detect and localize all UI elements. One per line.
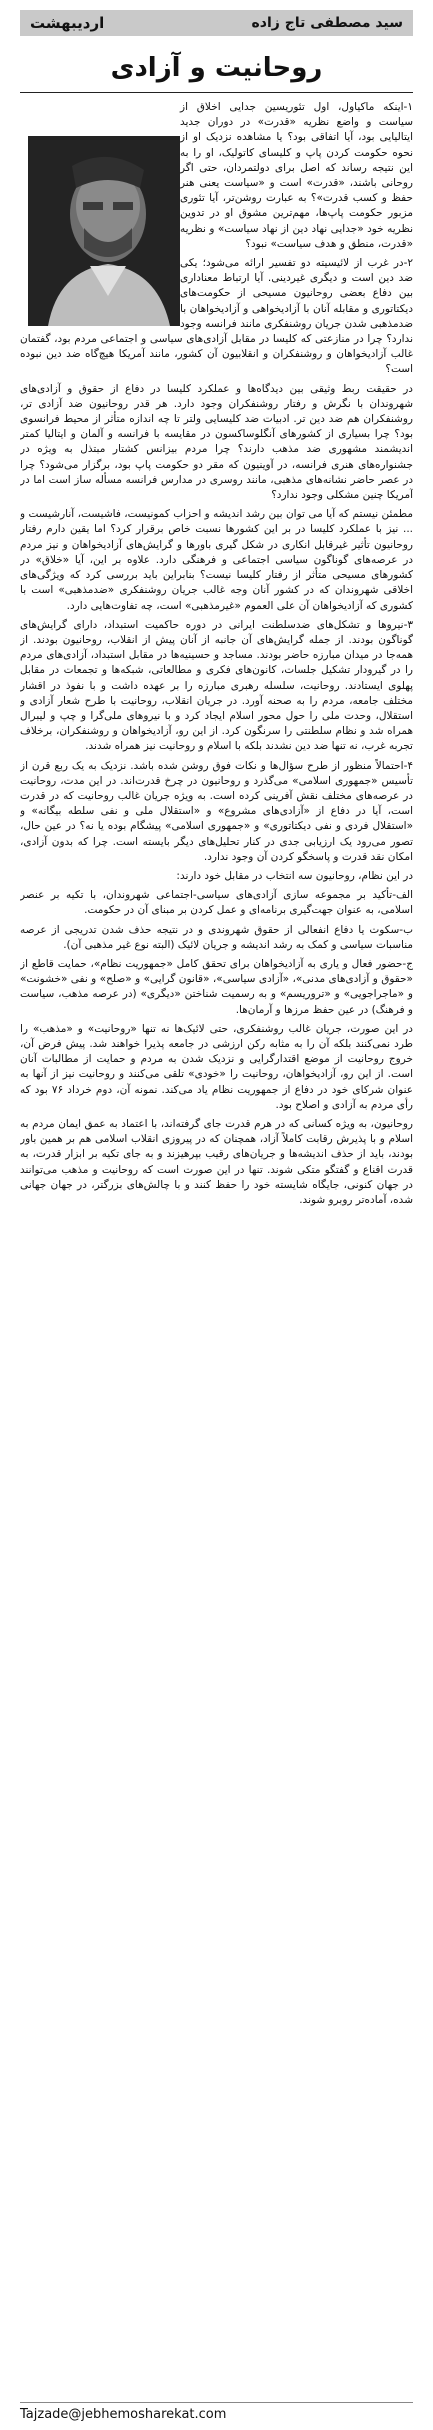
issue-month: اردیبهشت (30, 14, 105, 32)
paragraph-9: ب-سکوت یا دفاع انفعالی از حقوق شهروندی و در نتیجه حذف شدن تدریجی از عرصه مناسبات سیاسی و کمک به رشد اندیشه و جریان لائیک (البته نوع غیر مذهبی آن). (20, 923, 413, 951)
paragraph-4: مطمئن نیستم که آیا می توان بین رشد اندیشه و احزاب کمونیست، فاشیست، آنارشیست و ... نیز با عملکرد کلیسا در بر این کشورها نسبت خاص برقرار کرد؟ اما یقین دارم رفتار روحانیون تأثیر غیرقابل انکاری در شکل گیری باورها و گرایش‌های آزادیخواهان و نیز مردم در عرصه‌های گوناگون سیاسی اجتماعی و فرهنگی دارد. علاوه بر این، آیا «خلاق» در کشورهای مسیحی متأثر از رفتار کلیسا نیست؟ بنابراین باید بررسی کرد که ویژگی‌های اخلاقی شهروندان که در کشور آنان وجه غالب جریان روشنفکری «ضدمذهبی» است با کشوری که آزادیخواهان آن علی العموم «غیرمذهبی» است، چه تفاوت‌هایی دارد. (20, 508, 413, 612)
paragraph-7: در این نظام، روحانیون سه انتخاب در مقابل خود دارند: (176, 869, 413, 882)
paragraph-8: الف-تأکید بر مجموعه سازی آزادی‌های سیاسی-اجتماعی شهروندان، با تکیه بر عنصر اسلامی، به عنوان جهت‌گیری برنامه‌ای و عمل کردن بر مبنای آن در حکومت. (20, 889, 413, 917)
paragraph-1: ۱-اینکه ماکیاول، اول تئوریسین جدایی اخلاق از سیاست و واضع نظریه «قدرت» در دوران جدید ایتالیایی بود، آیا اتفاقی بود؟ یا مشاهده نزدیک او از نحوه حکومت کردن پاپ و کلیسای کاتولیک، او را به این نتیجه رساند که اصل برای دولتمردان، حتی اگر روحانی باشند، «قدرت» است و «سیاست یعنی هنر حفظ و کسب قدرت»؟ به عبارت روشن‌تر، آیا تئوری مزبور حکومت پاپ‌ها، مهم‌ترین مشوق او در تدوین نظریه خود «جدایی نهاد دین از نهاد سیاست» و نظریه «قدرت، منطق و هدف سیاست» نبود؟ (180, 101, 413, 250)
paragraph-3: در حقیقت ربط وثیقی بین دیدگاه‌ها و عملکرد کلیسا در دفاع از حقوق و آزادی‌های شهروندان با نگرش و رفتار روشنفکران وجود دارد. هر قدر روحانیون ضد آزادی تر، روشنفکران هم ضد دین تر. ادبیات ضد کلیسایی ولتر تا چه اندازه متأثر از محیط فرانسوی بود؟ چرا بسیاری از کشورهای آنگلوساکسون در مقایسه با فرانسه و آلمان و ایتالیا کمتر اندیشمند مشهوری ضد مذهب دارند؟ چرا مردم بیزانس کشتار مبتذل به ویژه در جشنواره‌های هنری فرانسه، در آوینیون که مقر دو حکومت پاپ بود، برگزار می‌شود؟ چرا در عصر حاضر نشانه‌های مذهبی، مانند روسری در مدارس فرانسه مسأله ساز است اما در آمریکا چنین مشکلی وجود ندارد؟ (20, 382, 413, 502)
author-name: سید مصطفی تاج زاده (251, 15, 403, 31)
article-title: روحانیت و آزادی (110, 53, 323, 83)
portrait-image (28, 136, 180, 326)
paragraph-2: ۲-در غرب از لائیسیته دو تفسیر ارائه می‌شود؛ یکی ضد دین است و دیگری غیردینی. آیا ارتباط معناداری بین دفاع بعضی روحانیون مسیحی از حکومت‌های دیکتاتوری و مقابله آنان با آزادیخواهی و آزادیخواهان با ضدمذهبی شدن جریان روشنفکری مانند فرانسه وجود ندارد؟ چرا در منازعتی که کلیسا در مقابل آزادی‌های سیاسی و اجتماعی مردم بود، گفتمان غالب آزادیخواهان و روشنفکران و انقلابیون آن کشور، مانند آمریکا هیچ‌گاه ضد دین نبوده است؟ (20, 257, 413, 376)
paragraph-12: روحانیون، به ویژه کسانی که در هرم قدرت جای گرفته‌اند، با اعتماد به عمق ایمان مردم به اسلام و با پذیرش رقابت کاملاً آزاد، همچنان که در پیروزی انقلاب اسلامی هم بر همین باور بودند، باید از حذف اندیشه‌ها و جریان‌های رقیب بپرهیزند و به جای تکیه بر ابزار قدرت، به قدرت اقناع و گفتگو متکی شوند. تنها در این صورت است که روحانیت و مذهب می‌توانند در جهان کنونی، جایگاه شایسته خود را حفظ کنند و با چالش‌های بزرگتر، در جهان جهانی شده، آماده‌تر روبرو شوند. (20, 1118, 413, 1207)
title-divider (20, 92, 413, 93)
author-photo (28, 136, 180, 326)
article-body (20, 100, 413, 2394)
article-header (20, 10, 413, 36)
paragraph-10: ج-حضور فعال و یاری به آزادیخواهان برای تحقق کامل «جمهوریت نظام»، حمایت قاطع از «حقوق و آزادی‌های مدنی»، «آزادی سیاسی»، «قانون گرایی» و «صلح» و نفی «خشونت» و «ماجراجویی» و «تروریسم» و به رسمیت شناختن «دیگری» (در عرصه مذهب، سیاست و فرهنگ) در عین حفظ مرزها و آرمان‌ها. (20, 957, 413, 1016)
paragraph-11: در این صورت، جریان غالب روشنفکری، حتی لائیک‌ها نه تنها «روحانیت» و «مذهب» را طرد نمی‌کنند بلکه آن را به مثابه رکن ارزشی در جامعه پذیرا خواهند شد. پیش فرض آن، خروج روحانیت از موضع اقتدارگرایی و نزدیک شدن به مردم و حمایت از مطالبات آنان است. از این رو، آزادیخواهان، روحانیت را «خودی» تلقی می‌کنند و روحانیت نیز از آنها به عنوان شرکای خود در دفاع از جمهوریت نظام یاد می‌کند. نمونه آن، دوم خرداد ۷۶ بود که رأی مردم به آزادی و اصلاح بود. (20, 1022, 413, 1111)
paragraph-5: ۳-نیروها و تشکل‌های ضدسلطنت ایرانی در دوره حاکمیت استبداد، دارای گرایش‌های گوناگون بودند. از جمله گرایش‌های آن جانبه از آنان پیش از انقلاب، روحانیون بودند. از همه‌جا در میدان مبارزه حاضر بودند. مساجد و حسینیه‌ها در مقابل استبداد، آزادی‌های مردم را در گیرودار تشکیل جلسات، کانون‌های فکری و مطالعاتی، شبکه‌ها و تجمعات در مقابل پهلوی ایستادند. روحانیت، سلسله رهبری مبارزه را بر عهده داشت و با نفوذ در اقشار مختلف جامعه، مردم را به صحنه آورد. در جریان انقلاب، روحانیت با طرح شعار آزادی و استقلال، وحدت ملی را حول محور اسلام ایجاد کرد و با نیروهای ملی‌گرا و چپ و لیبرال همراه شد و نظام سلطنتی را سرنگون کرد. از این رو، آزادیخواهان و روشنفکران، برخلاف تجربه غرب، نه تنها ضد دین نشدند بلکه با اسلام و روحانیت نیز همراه شدند. (20, 618, 413, 753)
author-email[interactable]: Tajzade@jebhemosharekat.com (20, 2402, 413, 2422)
paragraph-6: ۴-احتمالاً منظور از طرح سؤال‌ها و نکات فوق روشن شده باشد. نزدیک به یک ربع قرن از تأسیس «جمهوری اسلامی» می‌گذرد و روحانیون در چرخ قدرت‌اند. در این مدت، روحانیت در عرصه‌های مختلف نقش آفرینی کرده است. به ویژه جریان غالب روحانیت که در قدرت است، آیا در دفاع از «آزادی‌های مشروع» و «استقلال ملی و نفی سلطه بیگانه» و «استقلال فردی و نفی دیکتاتوری» و «جمهوری اسلامی» پیشگام بوده یا نه؟ در عین حال، تصور می‌رود یک ارزیابی جدی در کنار تحلیل‌های دیگر بایسته است. چرا که بدون آزادی، امکان نقد قدرت و پاسخگو کردن آن وجود ندارد. (20, 759, 413, 863)
